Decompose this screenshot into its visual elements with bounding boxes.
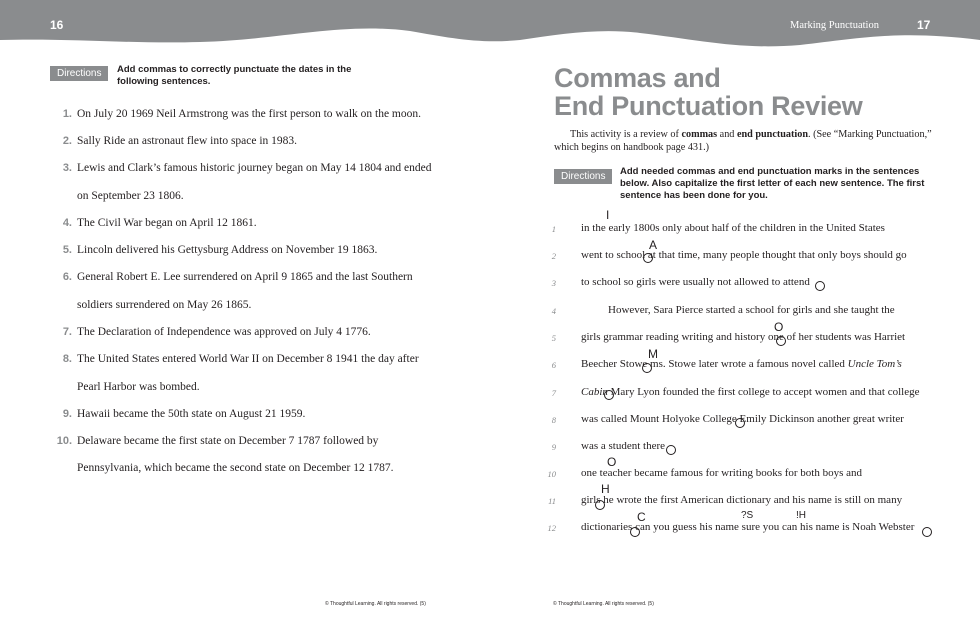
line-number: 10 [547,469,556,479]
period-circle [776,336,786,346]
page-footer: © Thoughtful Learning. All rights reserved. (5) [553,601,654,607]
capital-mark: O [774,320,784,334]
item-text: General Robert E. Lee surrendered on April 9 1865 and the last Southern [77,271,413,283]
title-line: End Punctuation Review [554,91,863,121]
item-text: On July 20 1969 Neil Armstrong was the first person to walk on the moon. [77,108,422,120]
running-title: Marking Punctuation [790,20,879,31]
capital-mark: M [648,347,658,361]
line-text [581,467,862,479]
line-number: 8 [551,415,556,425]
line-body: Mary Lyon founded the first college to accept women and that college [607,386,920,398]
page-footer: © Thoughtful Learning. All rights reserved. (5) [325,601,426,607]
period-circle [643,253,653,263]
item-text: Lewis and Clark’s famous historic journey began on May 14 1804 and ended [77,162,432,174]
right-page-number: 17 [917,18,931,32]
capital-mark: I [606,208,610,222]
item-text: Hawaii became the 50th state on August 21 1959. [77,408,306,420]
directions-line: Add commas to correctly punctuate the dates in the [117,64,352,75]
line-text [608,304,895,316]
capital-mark: C [637,510,646,524]
item-number: 9. [62,408,72,420]
line-body: was called Mount Holyoke College Emily Dickinson another great writer [581,413,904,425]
item-number: 5. [62,244,72,256]
left-page-number: 16 [50,18,64,32]
item-number: 2. [62,135,72,147]
intro-paragraph [554,128,932,154]
line-body: in the early 1800s only about half of the children in the United States [581,222,885,234]
line-text [581,276,810,288]
period-circle [666,445,676,455]
line-body: girls he wrote the first American dictionary and his name is still on many [581,494,903,506]
period-circle [595,500,605,510]
item-text: Sally Ride an astronaut flew into space in 1983. [77,135,298,147]
line-body: to school so girls were usually not allowed to attend [581,276,810,288]
line-number: 3 [551,278,556,288]
title-line: Commas and [554,63,721,93]
line-text [581,249,907,261]
line-body: dictionaries can you guess his name sure you can his name is Noah Webster [581,521,915,533]
capital-mark: O [607,455,617,469]
item-number: 3. [62,162,72,174]
item-text: Delaware became the first state on December 7 1787 followed by [77,435,379,447]
item-text: Lincoln delivered his Gettysburg Address on November 19 1863. [77,244,378,256]
line-number: 4 [551,306,556,316]
line-number: 12 [547,523,556,533]
line-body: one teacher became famous for writing books for both boys and [581,467,863,479]
item-number: 4. [62,217,72,229]
intro-line: which begins on handbook page 431.) [554,142,710,153]
line-body: went to school at that time, many people thought that only boys should go [581,249,907,261]
item-number: 7. [62,326,72,338]
item-number: 1. [62,108,72,120]
page-title [554,64,862,120]
item-text: Pennsylvania, which became the second state on December 12 1787. [77,462,394,474]
capital-mark: A [649,238,658,252]
item-text: on September 23 1806. [77,190,184,202]
item-number: 6. [62,271,72,283]
item-text: The Declaration of Independence was approved on July 4 1776. [77,326,371,338]
capital-mark: H [601,482,610,496]
line-number: 6 [551,360,556,370]
line-number: 11 [548,496,556,506]
directions-text [117,64,351,88]
italic-title: Cabin [581,386,608,398]
period-circle [642,363,652,373]
item-text: Pearl Harbor was bombed. [77,381,200,393]
line-text [581,331,905,343]
line-number: 2 [551,251,556,261]
right-page [490,0,980,628]
line-text [581,222,885,234]
line-body: However, Sara Pierce started a school for girls and she taught the [608,304,895,316]
directions-line: Add needed commas and end punctuation marks in the sentences [620,166,920,177]
line-text [581,440,665,452]
period-circle [815,281,825,291]
intro-line: This activity is a review of commas and end punctuation. (See “Marking Punctuation,” [570,129,932,140]
line-body: girls grammar reading writing and history one of her students was Harriet [581,331,906,343]
item-text: The Civil War began on April 12 1861. [77,217,257,229]
line-text [581,386,919,398]
capital-mark: ?S [741,510,754,521]
period-circle [922,527,932,537]
item-number: 10. [56,435,72,447]
line-number: 9 [551,442,556,452]
line-body: Beecher Stowe ms. Stowe later wrote a famous novel called [581,358,848,370]
period-circle [630,527,640,537]
directions-badge: Directions [554,169,612,184]
line-number: 1 [551,224,556,234]
directions-badge: Directions [50,66,108,81]
capital-mark: !H [796,510,806,521]
item-text: soldiers surrendered on May 26 1865. [77,299,252,311]
italic-title: Uncle Tom’s [847,358,902,370]
item-number: 8. [62,353,72,365]
line-number: 5 [551,333,556,343]
line-text [581,358,902,370]
line-text [581,494,902,506]
directions-line: sentence has been done for you. [620,190,768,201]
directions-text [620,166,924,202]
directions-line: below. Also capitalize the first letter of each new sentence. The first [620,178,925,189]
directions-line: following sentences. [117,76,211,87]
item-text: The United States entered World War II on December 8 1941 the day after [77,353,419,365]
period-circle [604,390,614,400]
line-body: was a student there [581,440,665,452]
period-circle [735,418,745,428]
line-number: 7 [551,388,556,398]
